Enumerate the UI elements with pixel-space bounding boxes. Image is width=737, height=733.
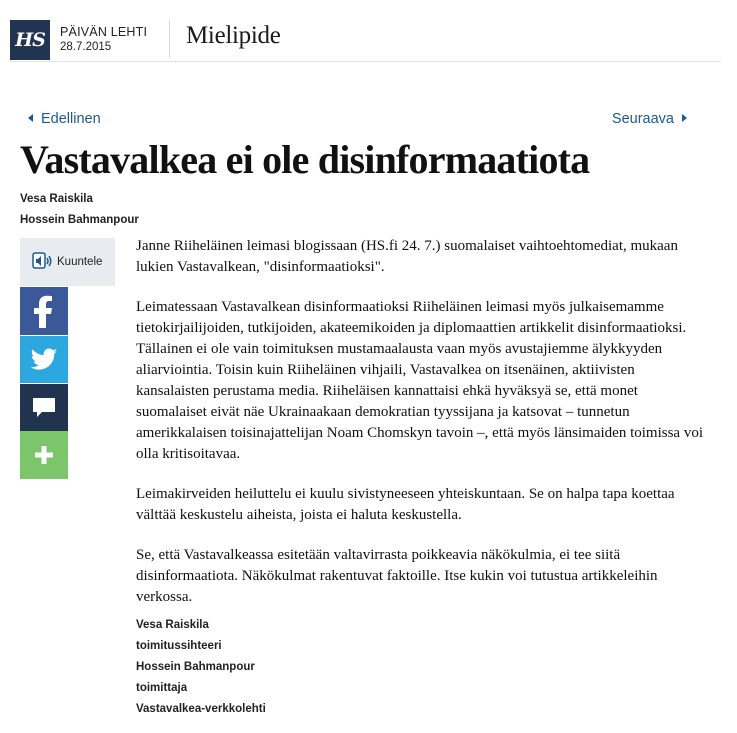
signature [136,615,266,720]
more-share-button[interactable] [20,431,68,479]
facebook-share-button[interactable] [20,287,68,335]
article-headline: Vastavalkea ei ole disinformaatiota [20,137,590,182]
byline [20,189,139,231]
comment-button[interactable] [20,384,68,431]
facebook-icon [20,287,68,335]
comment-icon [20,384,68,431]
twitter-share-button[interactable] [20,336,68,383]
signature-line: Vastavalkea-verkkolehti [136,703,266,715]
paragraph: Janne Riiheläinen leimasi blogissaan (HS.fi 24. 7.) suomalaiset vaihtoehtomediat, mukaan lukien Vastavalkean, "disinformaatioksi". [136,238,678,275]
issue-date: 28.7.2015 [60,41,112,53]
signature-line: Hossein Bahmanpour [136,661,255,673]
speaker-icon [32,252,52,270]
next-link[interactable] [612,111,687,127]
listen-button[interactable] [20,238,115,286]
signature-line: Vesa Raiskila [136,619,209,631]
caret-left-icon [28,114,33,122]
hs-logo[interactable]: HS [10,20,50,60]
section-title[interactable]: Mielipide [186,22,281,49]
author-name: Vesa Raiskila [20,193,93,205]
signature-line: toimittaja [136,682,188,694]
previous-link[interactable] [28,111,101,127]
header-divider [10,61,721,62]
next-label: Seuraava [611,111,674,127]
author-name: Hossein Bahmanpour [20,214,139,226]
paragraph: Se, että Vastavalkeassa esitetään valtavirrasta poikkeavia näkökulmia, ei tee siitä disinformaatiota. Näkökulmat rakentuvat faktoille. Itse kukin voi tutustua artikkeleihin verkossa. [136,547,658,605]
masthead-divider [169,20,170,58]
signature-line: toimitussihteeri [136,640,222,652]
caret-right-icon [682,114,687,122]
article-body [136,236,706,627]
paper-name: PÄIVÄN LEHTI [60,25,148,39]
previous-label: Edellinen [41,111,101,127]
paragraph: Leimatessaan Vastavalkean disinformaatioksi Riiheläinen leimasi myös julkaisemamme tietokirjailijoiden, tutkijoiden, akateemikoiden ja diplomaattien artikkelit disinformaatioksi. Tällainen ei ole vain toimituksen mustamaalausta vaan myös avustajiemme älykkyyden aliarviointia. Toisin kuin Riiheläinen vihjaili, Vastavalkea on itsenäinen, aktiivisten kansalaisten perustama media. Riiheläisen kannattaisi ehkä hyväksyä se, että monet suomalaiset eivät näe Ukrainaakaan demokratian tyyssijana ja katsovat – tunnetun amerikkalaisen toisinajattelijan Noam Chomskyn tavoin –, että myös länsimaiden toimissa voi olla kritisoitavaa. [136,299,703,462]
plus-icon [20,431,68,479]
paragraph: Leimakirveiden heiluttelu ei kuulu sivistyneeseen yhteiskuntaan. Se on halpa tapa koettaa välttää keskustelu aiheista, joista ei haluta keskustella. [136,486,675,523]
masthead [0,0,737,62]
twitter-icon [20,336,68,383]
listen-label: Kuuntele [57,256,103,268]
